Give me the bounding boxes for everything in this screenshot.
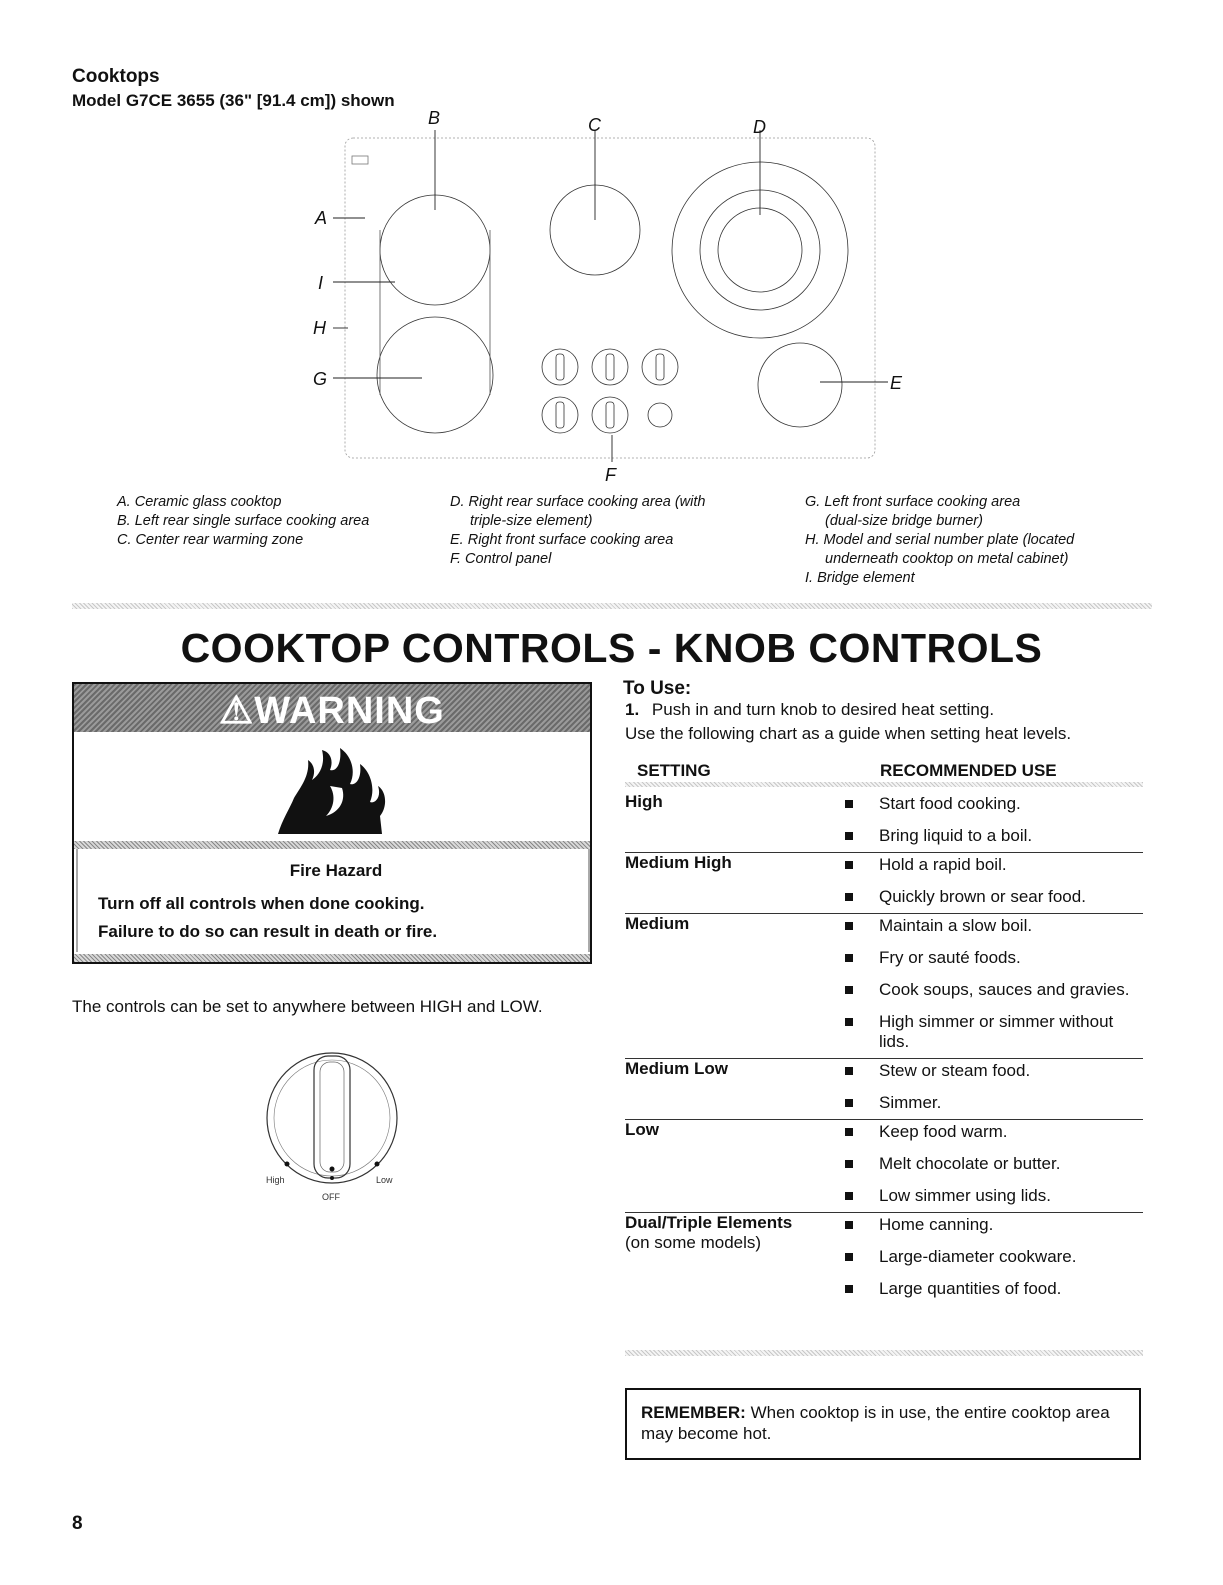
use-item: Melt chocolate or butter. (845, 1154, 1143, 1174)
uses-cell (845, 1059, 1143, 1120)
bullet-icon (845, 1221, 853, 1229)
remember-text: When cooktop is in use, the entire cooktop area may become hot. (641, 1403, 1110, 1443)
section-divider (72, 603, 1152, 609)
legend-item: triple-size element) (470, 513, 593, 529)
setting-cell: Medium Low (625, 1059, 845, 1120)
use-item: Hold a rapid boil. (845, 855, 1143, 875)
table-row (625, 1059, 1143, 1120)
warning-divider (74, 841, 590, 849)
step-number: 1. (625, 700, 640, 719)
right-front-element (758, 343, 842, 427)
chart-guide-text: Use the following chart as a guide when setting heat levels. (625, 724, 1072, 743)
bullet-icon (845, 1018, 853, 1026)
table-bottom-rule (625, 1350, 1143, 1356)
model-subtitle: Model G7CE 3655 (36" [91.4 cm]) shown (72, 91, 395, 110)
bullet-icon (845, 861, 853, 869)
setting-cell: Medium (625, 914, 845, 1059)
warning-line-2: Failure to do so can result in death or fire. (98, 922, 438, 941)
use-item: Quickly brown or sear food. (845, 887, 1143, 907)
legend-item: C. Center rear warming zone (117, 532, 304, 548)
use-item: Low simmer using lids. (845, 1186, 1143, 1206)
setting-cell: Dual/Triple Elements (on some models) (625, 1213, 845, 1306)
legend-item: G. Left front surface cooking area (805, 494, 1021, 510)
setting-cell: Medium High (625, 853, 845, 914)
callout-f: F (605, 465, 616, 485)
page-title: COOKTOP CONTROLS - KNOB CONTROLS (180, 625, 1043, 671)
bullet-icon (845, 800, 853, 808)
knob-low-label: Low (376, 1175, 393, 1185)
legend-item: A. Ceramic glass cooktop (117, 494, 282, 510)
warning-box (72, 682, 592, 964)
use-item: Home canning. (845, 1215, 1143, 1235)
bullet-icon (845, 1099, 853, 1107)
uses-cell (845, 790, 1143, 853)
bullet-icon (845, 1192, 853, 1200)
to-use-heading: To Use: (623, 678, 692, 699)
bullet-icon (845, 1253, 853, 1261)
bullet-icon (845, 1160, 853, 1168)
use-item: Large-diameter cookware. (845, 1247, 1143, 1267)
step-1 (625, 700, 994, 720)
legend-item: underneath cooktop on metal cabinet) (825, 551, 1069, 567)
callout-d: D (753, 117, 766, 137)
step-text: Push in and turn knob to desired heat setting. (651, 700, 995, 719)
warning-header (74, 684, 590, 732)
legend-item: E. Right front surface cooking area (450, 532, 674, 548)
callout-b: B (428, 110, 441, 128)
callout-a: A (315, 208, 328, 228)
warning-body (76, 849, 590, 952)
table-row (625, 1213, 1143, 1306)
left-front-element (377, 317, 493, 433)
legend-col-2 (450, 493, 705, 569)
uses-cell (845, 1120, 1143, 1213)
use-item: Keep food warm. (845, 1122, 1143, 1142)
uses-cell (845, 914, 1143, 1059)
legend-item: H. Model and serial number plate (located (805, 532, 1075, 548)
use-item: Fry or sauté foods. (845, 948, 1143, 968)
knob-high-label: High (266, 1175, 285, 1185)
callout-e: E (890, 373, 903, 393)
table-row (625, 914, 1143, 1059)
uses-cell (845, 853, 1143, 914)
right-rear-inner-ring (718, 208, 802, 292)
legend-col-3 (805, 493, 1074, 588)
hazard-label: Fire Hazard (289, 861, 383, 880)
use-item: Large quantities of food. (845, 1279, 1143, 1299)
uses-cell (845, 1213, 1143, 1306)
knob-diagram (250, 1050, 420, 1210)
warning-heading: ⚠WARNING (219, 690, 445, 732)
legend-col-1 (117, 493, 369, 550)
bullet-icon (845, 1285, 853, 1293)
use-item: Start food cooking. (845, 794, 1143, 814)
setting-cell: High (625, 790, 845, 853)
heat-settings-table (625, 756, 1143, 1305)
callout-h: H (313, 318, 326, 338)
table-row (625, 1120, 1143, 1213)
warning-triangle-icon: ⚠ (219, 690, 255, 732)
control-knobs (542, 349, 678, 433)
bullet-icon (845, 1067, 853, 1075)
table-row (625, 790, 1143, 853)
bullet-icon (845, 1128, 853, 1136)
warning-bottom-border (74, 954, 590, 962)
remember-box (625, 1388, 1141, 1460)
setting-note: (on some models) (625, 1233, 762, 1252)
use-item: Bring liquid to a boil. (845, 826, 1143, 846)
cooktop-diagram (0, 110, 1223, 490)
setting-cell: Low (625, 1120, 845, 1213)
warning-line-1: Turn off all controls when done cooking. (98, 894, 425, 913)
bullet-icon (845, 832, 853, 840)
callout-g: G (313, 369, 328, 389)
knob-off-label: OFF (322, 1192, 340, 1202)
setting-header: SETTING (625, 756, 845, 790)
bullet-icon (845, 922, 853, 930)
use-item: Stew or steam food. (845, 1061, 1143, 1081)
page-number: 8 (72, 1513, 83, 1534)
use-item: High simmer or simmer without lids. (845, 1012, 1143, 1052)
bullet-icon (845, 986, 853, 994)
use-item: Maintain a slow boil. (845, 916, 1143, 936)
knob-grip (314, 1056, 350, 1178)
left-rear-element (380, 195, 490, 305)
legend-item: D. Right rear surface cooking area (with (450, 494, 706, 510)
section-title: Cooktops (72, 66, 160, 87)
legend-item: (dual-size bridge burner) (825, 513, 983, 529)
use-item: Simmer. (845, 1093, 1143, 1113)
remember-label: REMEMBER: (641, 1403, 746, 1422)
callout-i: I (318, 273, 324, 293)
bridge-element (380, 230, 490, 395)
use-header: RECOMMENDED USE (845, 756, 1143, 790)
fire-icon (270, 746, 390, 836)
use-item: Cook soups, sauces and gravies. (845, 980, 1143, 1000)
legend-item: B. Left rear single surface cooking area (117, 513, 370, 529)
legend-item: I. Bridge element (805, 570, 915, 586)
legend-item: F. Control panel (450, 551, 552, 567)
controls-description: The controls can be set to anywhere between HIGH and LOW. (72, 997, 543, 1016)
callout-c: C (588, 115, 601, 135)
table-row (625, 853, 1143, 914)
bullet-icon (845, 954, 853, 962)
bullet-icon (845, 893, 853, 901)
serial-plate (352, 156, 368, 164)
